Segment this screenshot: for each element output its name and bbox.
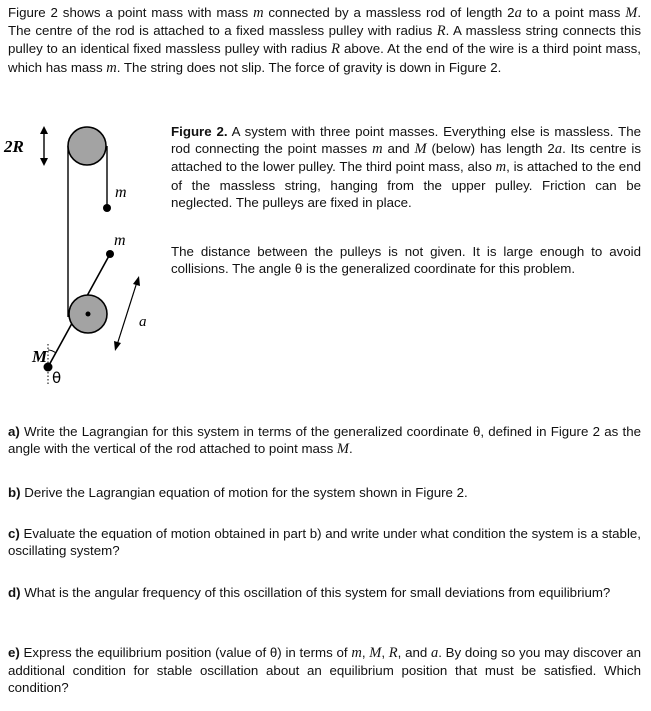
question-text: ,: [381, 645, 389, 660]
question-label: a): [8, 424, 20, 439]
arrowhead-up: [40, 126, 48, 134]
symbol-M: M: [414, 141, 427, 158]
symbol-M: M: [625, 5, 638, 21]
label-M: M: [32, 347, 48, 366]
question-a: [8, 423, 641, 458]
symbol-M: M: [369, 645, 382, 661]
question-text: Evaluate the equation of motion obtained in part b) and write under what condition the system is a stable, oscillating system?: [8, 526, 641, 559]
symbol-m: m: [495, 159, 507, 176]
hanging-mass-m: [103, 204, 111, 212]
question-text: Express the equilibrium position (value of θ) in terms of: [19, 645, 352, 660]
intro-text: . The centre of the rod is attached to a fixed massless pulley with radius: [8, 5, 642, 39]
figure-caption: [171, 123, 641, 211]
upper-pulley: [68, 127, 106, 165]
arrowhead-down: [40, 158, 48, 166]
question-text: Write the Lagrangian for this system in terms of the generalized coordinate θ, defined in Figure 2 as the angle with the vertical of the rod attached to point mass: [8, 424, 641, 457]
label-m-rod: m: [114, 232, 126, 249]
symbol-R: R: [388, 645, 398, 661]
caption-text: A system with three point masses. Everything else is massless. The rod connecting the point masses: [171, 124, 641, 157]
question-label: c): [8, 526, 20, 541]
label-m-hanging: m: [115, 184, 127, 201]
question-b: [8, 484, 641, 501]
symbol-a: a: [430, 645, 439, 661]
intro-paragraph: [8, 4, 641, 77]
caption-text: and: [382, 141, 415, 157]
arrowhead-a-top: [133, 276, 140, 286]
caption-paragraph-2: The distance between the pulleys is not given. It is large enough to avoid collisions. The angle θ is the generalized coordinate for this problem.: [171, 244, 641, 277]
question-c: [8, 525, 641, 559]
figure-2-diagram: [0, 112, 165, 397]
angle-arc: [48, 350, 56, 353]
pulley-system-svg: [0, 112, 165, 397]
symbol-a: a: [554, 141, 563, 158]
question-label: d): [8, 585, 21, 600]
arrow-a-line: [117, 282, 137, 345]
intro-text: . The string does not slip. The force of gravity is down in Figure 2.: [116, 59, 502, 75]
question-text: Derive the Lagrangian equation of motion for the system shown in Figure 2.: [20, 485, 468, 500]
label-theta: θ: [52, 369, 62, 387]
question-text: . By doing so you may discover an additional condition for stable oscillation about an equilibrium position that must be satisfied. Which condition?: [8, 645, 642, 696]
caption-text: . Its centre is attached to the lower pulley. The third point mass, also: [171, 141, 641, 175]
intro-text: Figure 2 shows a point mass with mass: [8, 5, 254, 20]
caption-text: (below) has length 2: [426, 141, 555, 157]
rod-mass-m: [106, 250, 114, 258]
question-e: [8, 644, 641, 697]
symbol-R: R: [331, 41, 340, 58]
symbol-m: m: [351, 645, 362, 661]
symbol-m: m: [253, 5, 264, 21]
caption-text: , is attached to the end of the massless string, hanging from the upper pulley. Friction can be neglected. The pulleys are fixed in place.: [171, 159, 641, 210]
lower-pulley-axle: [86, 312, 91, 317]
label-2R: 2R: [4, 137, 24, 156]
question-text: What is the angular frequency of this oscillation of this system for small deviations from equilibrium?: [20, 585, 611, 600]
label-a: a: [139, 314, 147, 330]
intro-text: connected by a massless rod of length 2: [263, 5, 515, 20]
question-label: b): [8, 485, 21, 500]
arrowhead-a-bottom: [114, 341, 121, 351]
symbol-R: R: [436, 23, 446, 40]
intro-text: above. At the end of the wire is a third point mass, which has mass: [8, 41, 641, 75]
symbol-a: a: [514, 5, 522, 21]
intro-text: to a point mass: [521, 5, 626, 20]
symbol-m: m: [106, 59, 117, 76]
question-text: ,: [361, 645, 370, 660]
symbol-M: M: [336, 441, 350, 458]
question-text: , and: [397, 645, 431, 660]
symbol-m: m: [372, 141, 383, 158]
caption-title: Figure 2.: [171, 124, 228, 139]
question-label: e): [8, 645, 20, 660]
intro-text: . A massless string connects this pulley to an identical fixed massless pulley with radius: [8, 23, 641, 57]
question-text: .: [349, 441, 353, 457]
question-d: [8, 584, 641, 601]
